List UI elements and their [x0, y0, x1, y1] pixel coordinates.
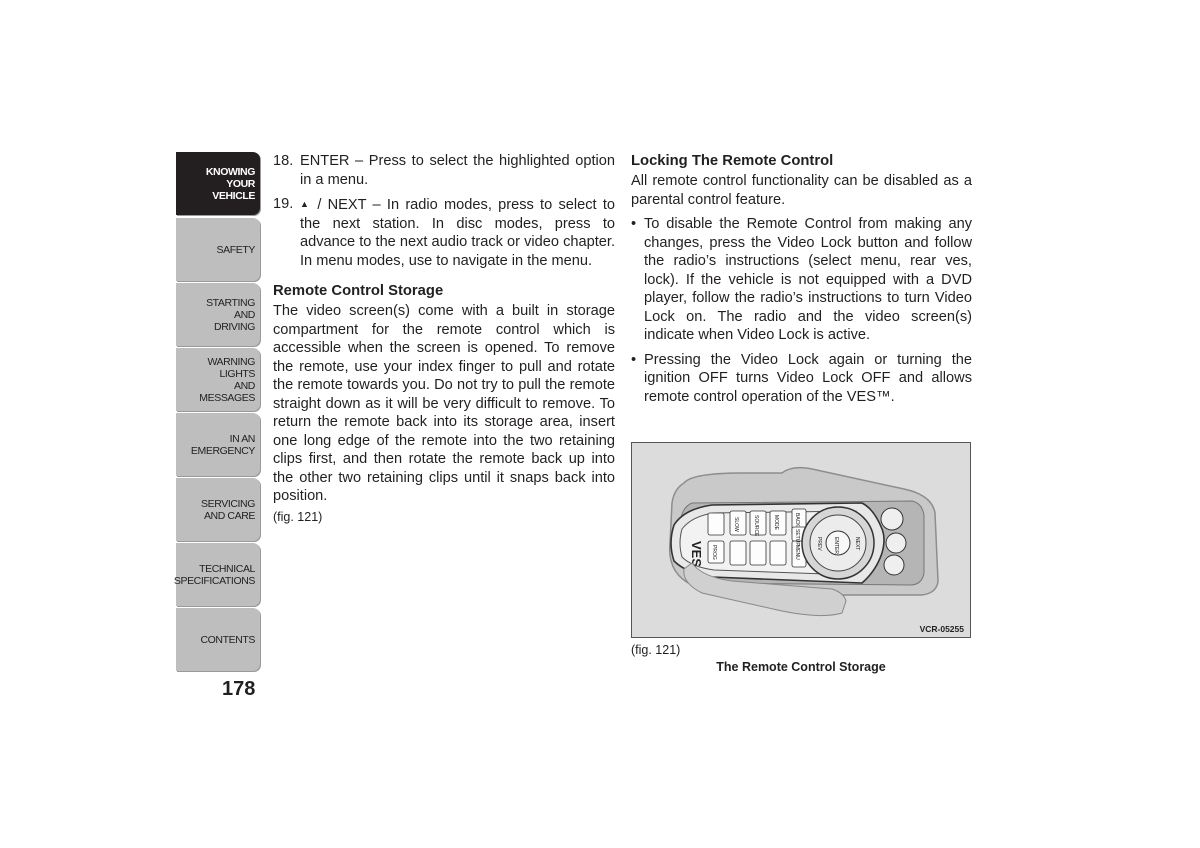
item-number: 19.: [273, 196, 294, 212]
figure-label: (fig. 121): [631, 643, 681, 657]
tab-warning-lights[interactable]: WARNING LIGHTS AND MESSAGES: [176, 348, 260, 411]
bullet-item: [631, 351, 972, 407]
left-column: [273, 152, 615, 526]
remote-button-label: NEXT: [854, 537, 860, 551]
remote-button-label: PROG: [711, 545, 717, 560]
tab-starting-and-driving[interactable]: STARTING AND DRIVING: [176, 283, 260, 346]
figure-code: VCR-05255: [919, 624, 964, 634]
list-item: [273, 152, 615, 189]
up-arrow-icon: ▲: [300, 199, 312, 209]
bullet-text: Pressing the Video Lock again or turning the ignition OFF turns Video Lock OFF and allows remote control operation of the VES™.: [644, 351, 972, 405]
remote-button-label: SLOW: [733, 517, 739, 532]
remote-logo: VES: [689, 541, 704, 568]
remote-control-figure: [631, 442, 971, 638]
remote-button-label: PREV: [816, 537, 822, 551]
item-text: / NEXT – In radio modes, press to select to the next station. In disc modes, press to advance to the next audio track or video chapter. In menu modes, use to navigate in the menu.: [300, 197, 615, 269]
intro-paragraph: All remote control functionality can be disabled as a parental control feature.: [631, 173, 972, 208]
remote-round-button: [884, 555, 904, 575]
remote-button: [708, 513, 724, 535]
tab-servicing-and-care[interactable]: SERVICING AND CARE: [176, 478, 260, 541]
remote-button-label: MODE: [773, 515, 779, 530]
remote-button-label: BACK: [794, 513, 800, 527]
item-number: 18.: [273, 153, 294, 169]
page-number: 178: [222, 678, 256, 700]
list-item: [273, 195, 615, 270]
figure-reference: (fig. 121): [273, 509, 323, 524]
remote-button-label: SOURCE: [753, 515, 759, 537]
remote-button-label: ENTER: [833, 537, 839, 554]
power-button: [881, 508, 903, 530]
tab-knowing-your-vehicle[interactable]: KNOWING YOUR VEHICLE: [176, 152, 260, 215]
item-text: ENTER – Press to select the highlighted option in a menu.: [300, 153, 615, 188]
remote-button: [730, 541, 746, 565]
section-heading: Remote Control Storage: [273, 283, 444, 299]
remote-round-button: [886, 533, 906, 553]
body-paragraph: The video screen(s) come with a built in storage compartment for the remote control which is accessible when the screen is opened. To remove the remote, use your index finger to pull and rotate the remote towards you. Do not try to pull the remote straight down as it will be very difficult to remove. To return the remote back into its storage area, insert one long edge of the remote into the two retaining clips first, and then rotate the remote back up into the other two retaining clips until it snaps back into position.: [273, 303, 615, 504]
figure-caption: The Remote Control Storage: [716, 660, 886, 674]
right-column: [631, 152, 972, 406]
remote-control-illustration: [632, 443, 971, 638]
bullet-icon: •: [631, 216, 637, 232]
bullet-item: [631, 215, 972, 345]
bullet-icon: •: [631, 351, 637, 368]
remote-button: [750, 541, 766, 565]
remote-button-label: MENU: [794, 545, 800, 560]
item-text-wrap: [300, 195, 615, 270]
tab-technical-specifications[interactable]: TECHNICAL SPECIFICATIONS: [176, 543, 260, 606]
remote-button-label: SETUP: [794, 529, 800, 546]
bullet-text: To disable the Remote Control from making any changes, press the Video Lock button and follow the radio’s instructions (select menu, rear ves, lock). If the vehicle is not equipped with a DVD player, follow the radio’s instructions to turn Video Lock on. The radio and the video screen(s) indicate when Video Lock is active.: [644, 216, 972, 343]
tab-in-an-emergency[interactable]: IN AN EMERGENCY: [176, 413, 260, 476]
section-heading: Locking The Remote Control: [631, 153, 834, 169]
tab-contents[interactable]: CONTENTS: [176, 608, 260, 671]
remote-button: [770, 541, 786, 565]
tab-safety[interactable]: SAFETY: [176, 218, 260, 281]
